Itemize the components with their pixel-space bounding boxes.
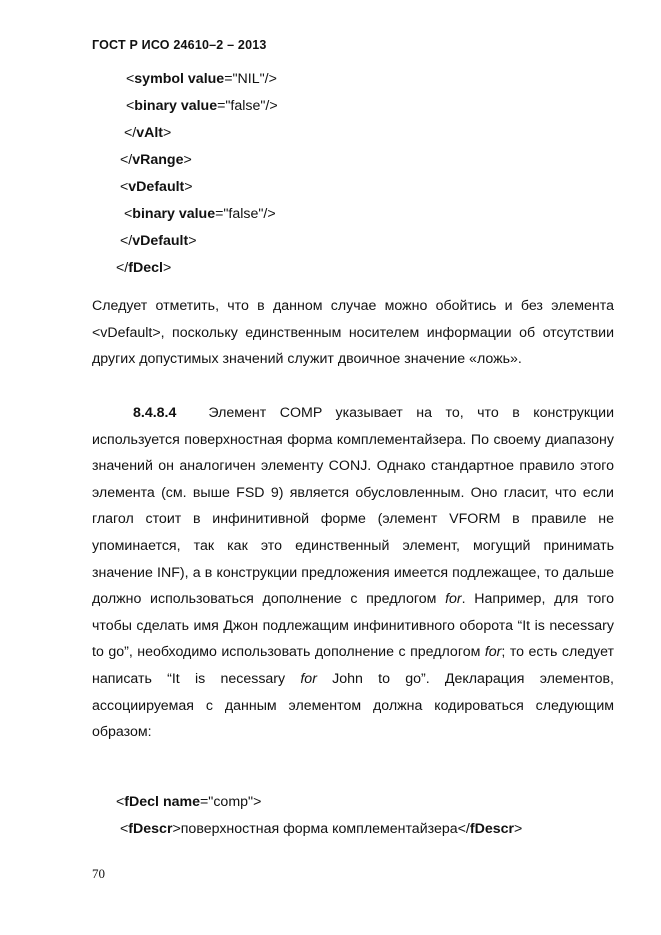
- code-punct: </: [116, 260, 129, 276]
- code-line-fdescr: [120, 821, 522, 837]
- code-rest: ="false"/>: [217, 98, 278, 114]
- code-punct: </: [120, 152, 133, 168]
- code-rest: >: [188, 233, 197, 249]
- code-line-vrange-close: [120, 152, 192, 168]
- code-punct: <: [120, 179, 129, 195]
- code-text: >поверхностная форма комплементайзера</: [172, 821, 470, 837]
- code-line-symbol: [126, 71, 277, 87]
- paragraph-text: Элемент COMP указывает на то, что в конструкции используется поверхностная форма комплементайзера. По своему диапазону значений он аналогичен элементу CONJ. Однако стандартное правило этого элемента (см. выше FSD 9) является обусловленным. Оно гласит, что если глагол стоит в инфинитивной форме (элемент VFORM в правиле не упоминается, так как это единственный элемент, могущий принимать значение INF), а в конструкции предложения имеется подлежащее, то дальше должно использоваться дополнение с предлогом: [92, 405, 614, 608]
- code-punct: >: [514, 821, 523, 837]
- code-tag: binary: [134, 98, 177, 114]
- code-punct: <: [124, 206, 133, 222]
- italic-for: for: [300, 670, 317, 687]
- paragraph-text: ; то есть следует написать “It is necessary: [92, 644, 614, 687]
- code-line-vdefault-open: [120, 179, 193, 195]
- code-punct: <: [116, 794, 125, 810]
- code-punct: <: [126, 98, 135, 114]
- code-line-fdecl-open: [116, 794, 261, 810]
- code-line-binary-default: [124, 206, 276, 222]
- code-tag: fDescr: [128, 821, 173, 837]
- code-line-vdefault-close: [120, 233, 197, 249]
- code-rest: ="comp">: [200, 794, 262, 810]
- code-tag: fDecl: [124, 794, 159, 810]
- italic-for: for: [445, 591, 462, 608]
- paragraph-comp-element: [92, 400, 614, 746]
- document-header: ГОСТ Р ИСО 24610–2 – 2013: [92, 38, 267, 52]
- page-number: 70: [92, 866, 105, 881]
- code-attr: value: [174, 206, 216, 222]
- code-rest: >: [184, 179, 193, 195]
- code-rest: >: [183, 152, 192, 168]
- code-punct: <: [120, 821, 129, 837]
- code-attr: value: [183, 71, 225, 87]
- code-tag: vRange: [132, 152, 184, 168]
- code-punct: </: [124, 125, 137, 141]
- code-tag: symbol: [134, 71, 184, 87]
- code-tag: vAlt: [136, 125, 164, 141]
- section-number: 8.4.8.4: [133, 405, 177, 421]
- code-tag: fDecl: [128, 260, 163, 276]
- code-line-valt-close: [124, 125, 171, 141]
- code-rest: >: [163, 125, 172, 141]
- code-punct: </: [120, 233, 133, 249]
- code-rest: ="NIL"/>: [224, 71, 277, 87]
- code-line-binary: [126, 98, 278, 114]
- paragraph-vdefault-note: Следует отметить, что в данном случае можно обойтись и без элемента <vDefault>, поскольку единственным носителем информации об отсутствии других допустимых значений служит двоичное значение «ложь».: [92, 298, 614, 368]
- paragraph-text: John to go”. Декларация элементов, ассоциируемая с данным элементом должна кодироваться следующим образом:: [92, 670, 614, 741]
- code-punct: <: [126, 71, 135, 87]
- code-tag: vDefault: [128, 179, 185, 195]
- code-tag: vDefault: [132, 233, 189, 249]
- code-attr: name: [159, 794, 201, 810]
- code-tag: binary: [132, 206, 175, 222]
- code-tag: fDescr: [469, 821, 515, 837]
- code-rest: ="false"/>: [215, 206, 276, 222]
- code-rest: >: [162, 260, 172, 276]
- code-attr: value: [176, 98, 218, 114]
- italic-for: for: [484, 644, 502, 661]
- paragraph-text: . Например, для того чтобы сделать имя Джон подлежащим инфинитивного оборота “It is necessary to go”, необходимо использовать дополнение с предлогом: [92, 591, 614, 661]
- code-line-fdecl-close: [116, 260, 171, 276]
